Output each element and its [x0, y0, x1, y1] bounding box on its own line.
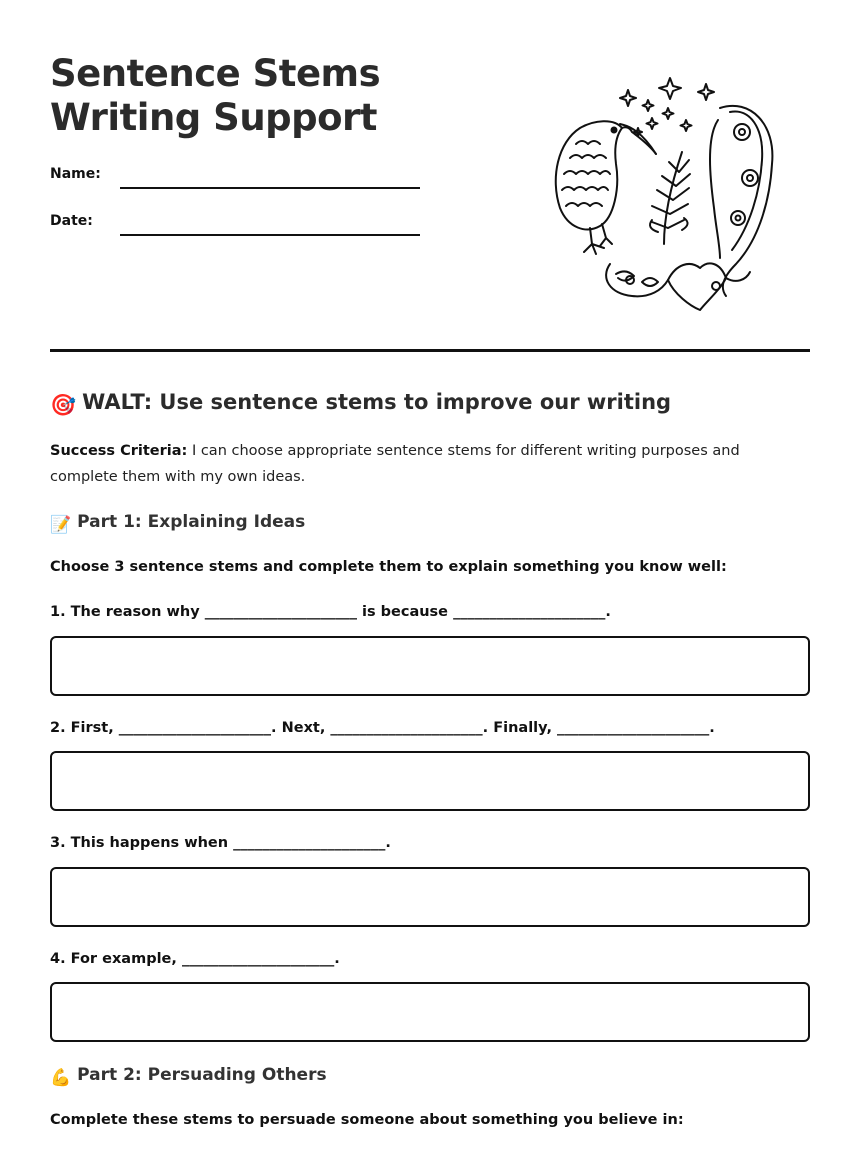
stem-3: 3. This happens when _____________________. [50, 835, 391, 851]
maori-koru-carving-icon [606, 106, 772, 310]
memo-icon: 📝 [50, 515, 72, 535]
section-divider [50, 349, 810, 352]
kiwi-fern-koru-illustration [550, 68, 786, 314]
answer-box-3[interactable] [50, 867, 810, 927]
success-criteria-label: Success Criteria: [50, 443, 188, 459]
success-criteria [50, 438, 790, 490]
date-label: Date: [50, 213, 93, 229]
walt-heading-text: WALT: Use sentence stems to improve our writing [82, 390, 672, 414]
part1-instruction: Choose 3 sentence stems and complete them to explain something you know well: [50, 559, 727, 575]
date-field[interactable] [120, 234, 420, 236]
answer-box-2[interactable] [50, 751, 810, 811]
walt-heading [50, 390, 671, 418]
part1-heading [50, 512, 305, 535]
part1-heading-text: Part 1: Explaining Ideas [77, 512, 306, 532]
stem-4: 4. For example, _____________________. [50, 951, 340, 967]
part2-heading-text: Part 2: Persuading Others [77, 1065, 327, 1085]
stem-1: 1. The reason why _____________________ is because _____________________. [50, 604, 611, 620]
name-field[interactable] [120, 187, 420, 189]
worksheet-page [50, 0, 810, 1161]
answer-box-4[interactable] [50, 982, 810, 1042]
kiwi-bird-icon [556, 121, 656, 254]
flexed-bicep-icon: 💪 [50, 1068, 72, 1088]
part2-instruction: Complete these stems to persuade someone about something you believe in: [50, 1112, 684, 1128]
target-icon: 🎯 [50, 393, 77, 417]
page-title: Sentence Stems Writing Support [50, 52, 381, 139]
stars-icon [620, 78, 714, 136]
stem-2: 2. First, _____________________. Next, _____________________. Finally, _____________________. [50, 720, 715, 736]
success-criteria-text: I can choose appropriate sentence stems for different writing purposes and complete them with my own ideas. [50, 443, 740, 485]
name-label: Name: [50, 166, 101, 182]
answer-box-1[interactable] [50, 636, 810, 696]
part2-heading [50, 1065, 327, 1088]
fern-frond-icon [650, 152, 690, 244]
